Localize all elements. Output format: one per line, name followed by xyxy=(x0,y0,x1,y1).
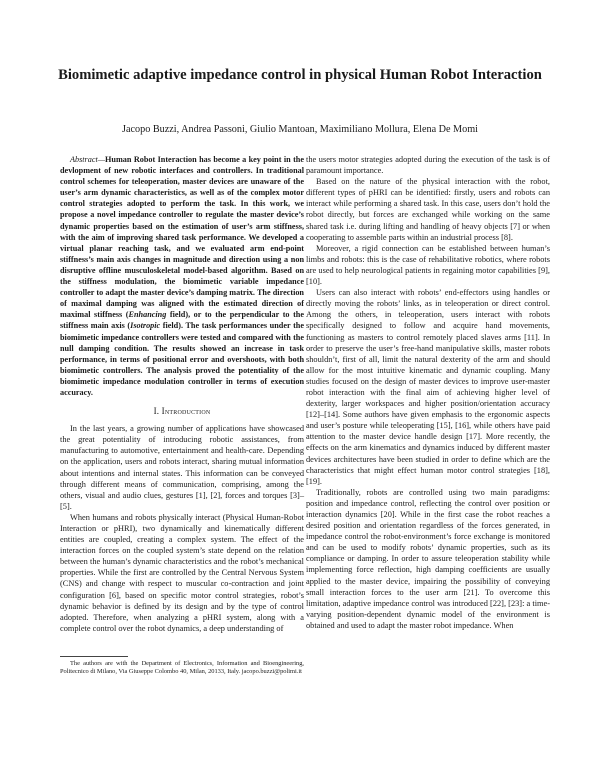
paper-title: Biomimetic adaptive impedance control in physical Human Robot Interaction xyxy=(58,67,542,83)
abstract-isotropic: Isotropic xyxy=(130,321,161,331)
abstract-enhancing: Enhancing xyxy=(128,310,167,320)
abstract-text-2: field), or to the perpendicular to the stiffness main axis ( xyxy=(60,310,304,331)
abstract-dash: — xyxy=(97,155,106,164)
right-paragraph: Moreover, a rigid connection can be established between human’s limbs and robots: this is the case of rehabilitative robotics, where robots are used to help neurological patients in regaining motor capabilities [9], [10]. xyxy=(306,243,550,287)
right-paragraph: Based on the nature of the physical interaction with the robot, different types of pHRI can be identified: firstly, users and robots can interact while performing a shared task. In this case, users don’t hold the robot directly, but forces are exchanged while working on the same shared task i.e. during lifting and handling of heavy objects [7] or when cooperating to assemble parts within an industrial process [8]. xyxy=(306,177,550,242)
abstract xyxy=(60,154,304,398)
right-paragraph: Users can also interact with robots’ end-effectors using handles or directly moving the robots’ links, as in teleoperation or direct control. Among the others, in teleoperation, users interact with robots specifically designed to follow and acquire hand movements, functioning as masters to control remotely placed slaves arms [11]. In order to preserve the user’s free-hand manipulative skills, master robots shouldn’t, first of all, limit the natural dexterity of the arm and should allow for the most intuitive kinematic and dynamic coupling. Many studies focused on the design of master devices to improve user-master robot interaction with the final aim of achieving higher level of dexterity, larger workspaces and higher position/orientation accuracy [12]–[14]. Some authors have given emphasis to the ergonomic aspects and user’s posture while teleoperating [15], [16], while others have paid attention to the master device handle design [17]. More recently, the effects on the arm kinematics and dynamics induced by different master devices architectures have been studied in order to define which are the characteristics that might effect human motor control strategies [18], [19]. xyxy=(306,288,550,486)
left-column xyxy=(60,154,304,676)
right-column xyxy=(306,154,550,631)
right-paragraph: the users motor strategies adopted during the execution of the task is of paramount importance. xyxy=(306,155,550,176)
author-list: Jacopo Buzzi, Andrea Passoni, Giulio Mantoan, Maximiliano Mollura, Elena De Momi xyxy=(122,124,478,135)
abstract-text-1: Human Robot Interaction has become a key point in the devlopment of new robotic interfaces and controllers. In traditional control schemes for teleoperation, master devices are unaware of the user’s arm dynamic characteristics, as well as of the complex motor control strategies adopted to perform the task. In this work, we propose a novel impedance controller to regulate the master device’s dynamic properties based on the estimation of user’s arm stiffness, with the aim of improving shared task performance. We developed a virtual planar reaching task, and we evaluated arm end-point stiffness’s main axis changes in magnitude and direction using a non disruptive offline musculoskeletal model-based algorithm. Based on the stiffness modulation, the biomimetic variable impedance controller to adapt the master device’s damping matrix. The direction of maximal damping was aligned with the estimated direction of maximal stiffness ( xyxy=(60,155,304,320)
footnote-rule xyxy=(60,656,128,657)
abstract-text-3: field). The task performances under the biomimetic impedance controllers were tested and compared with the null damping condition. The results showed an increase in task performance, in terms of positional error and overshoots, with both biomimetic controllers. The analysis proved the potentiality of the biomimetic impedance modulation controller in terms of execution accuracy. xyxy=(60,321,304,397)
left-paragraph: When humans and robots physically interact (Physical Human-Robot Interaction or pHRI), two dynamically and kinematically different entities are coupled, creating a complex system. The effect of the interaction forces on the coupled system’s state depend on the relation between the human’s dynamic characteristics and the robot’s mechanical properties. While the first are controlled by the Central Nervous System (CNS) and change with respect to muscular co-contraction and joint configuration [6], based on specific motor control strategies, robot’s dynamic behavior is defined by its design and by the type of control adopted. Therefore, when analyzing a pHRI system, along with a complete control over the robot dynamics, a deep understanding of xyxy=(60,512,304,633)
left-paragraph: In the last years, a growing number of applications have showcased the great potentiality of introducing robotic assistances, from manufacturing to automotive, entertainment and health-care. Depending on the application, users and robots interact, sharing mutual information about intentions and internal states. This information can be conveyed through different means of communication, comprising, among the others, visual and audio clues, gestures [1], [2], forces and torques [3]–[5]. xyxy=(60,424,304,511)
right-paragraph: Traditionally, robots are controlled using two main paradigms: position and impedance control, reflecting the control over position or interaction dynamics [20]. While in the first case the robot reaches a desired position and orientation regardless of the forces generated, in impedance control the robot-environment’s force exchange is monitored and can be used to modify robots’ dynamic properties, such as its compliance or damping. In order to assure teleoperation stability while implementing force reflection, high damping coefficients are usually applied to the master device, impairing the possibility of conveying small interaction forces to the user arm [21]. To overcome this limitation, adaptive impedance control was introduced [22], [23]: a time-varying position-dependent dynamic model of the environment is obtained and used to adapt the master robot impedance. When xyxy=(306,487,550,630)
abstract-label: Abstract xyxy=(70,155,98,164)
section-heading-introduction: I. Introduction xyxy=(153,406,211,417)
footnote-affiliation: The authors are with the Department of Electronics, Information and Bioengineering, Politecnico di Milano, Via Giuseppe Colombo 40, Milan, 20133, Italy. jacopo.buzzi@polimi.it xyxy=(60,659,304,676)
